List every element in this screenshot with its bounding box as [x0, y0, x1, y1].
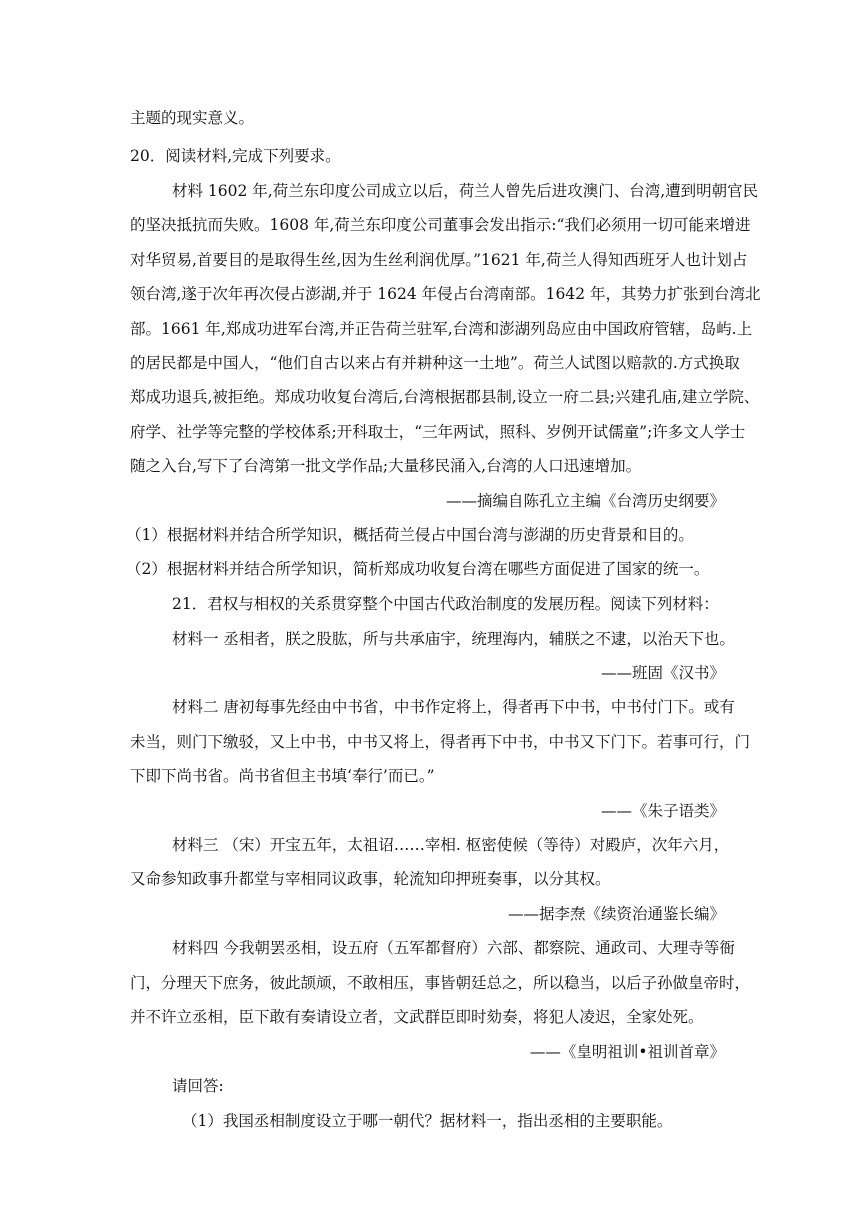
source-citation: ——摘编自陈孔立主编《台湾历史纲要》	[445, 492, 725, 510]
text-line: 并不许立丞相，臣下敢有奏请设立者，文武群臣即时劾奏，将犯人凌迟，全家处死。	[130, 1008, 704, 1026]
material-four: 材料四 今我朝罢丞相，设五府（五军都督府）六部、都察院、通政司、大理寺等衙	[172, 939, 735, 957]
sub-question: （1）根据材料并结合所学知识，概括荷兰侵占中国台湾与澎湖的历史背景和目的。	[126, 526, 694, 544]
text-line: 未当，则门下缴驳，又上中书，中书又将上，得者再下中书，中书又下门下。若事可行，门	[130, 733, 751, 751]
source-citation: ——班固《汉书》	[600, 664, 725, 682]
text-line: 部。1661 年,郑成功进军台湾,并正告荷兰驻军,台湾和澎湖列岛应由中国政府管辖，岛屿.上	[130, 320, 753, 338]
text-line: 主题的现实意义。	[130, 109, 255, 127]
material-one: 材料一 丞相者，朕之股肱，所与共承庙宇，统理海内，辅朕之不逮，以治天下也。	[172, 630, 735, 648]
source-citation: ——《朱子语类》	[600, 802, 725, 820]
material-two: 材料二 唐初每事先经由中书省，中书作定将上，得者再下中书，中书付门下。或有	[172, 698, 735, 716]
text-line: 领台湾,遂于次年再次侵占澎湖,并于 1624 年侵占台湾南部。1642 年，其势力扩张到台湾北	[130, 285, 761, 303]
sub-question: （2）根据材料并结合所学知识，简析郑成功收复台湾在哪些方面促进了国家的统一。	[126, 560, 710, 578]
text-line: 材料 1602 年,荷兰东印度公司成立以后，荷兰人曾先后进攻澳门、台湾,遭到明朝官民	[172, 182, 759, 200]
text-line: 的坚决抵抗而失败。1608 年,荷兰东印度公司董事会发出指示:“我们必须用一切可能来增进	[130, 216, 751, 234]
question-20-title: 20．阅读材料,完成下列要求。	[130, 147, 341, 165]
text-line: 对华贸易,首要目的是取得生丝,因为生丝利润优厚。”1621 年,荷兰人得知西班牙人也计划占	[130, 251, 748, 269]
source-citation: ——《皇明祖训•祖训首章》	[529, 1043, 725, 1061]
text-line: 又命参知政事升都堂与宰相同议政事，轮流知印押班奏事，以分其权。	[130, 870, 611, 888]
text-line: 的居民都是中国人，“他们自古以来占有并耕种这一土地”。荷兰人试图以赔款的.方式换取	[130, 354, 740, 372]
prompt-label: 请回答:	[172, 1077, 224, 1095]
text-line: 门，分理天下庶务，彼此颉颃，不敢相压，事皆朝廷总之，所以稳当，以后子孙做皇帝时，	[130, 974, 751, 992]
material-three: 材料三 （宋）开宝五年，太祖诏……宰相. 枢密使候（等待）对殿庐，次年六月，	[172, 836, 730, 854]
text-line: 府学、社学等完整的学校体系;开科取士，“三年两试，照科、岁例开试儒童”;许多文人学士	[130, 423, 746, 441]
sub-question: （1）我国丞相制度设立于哪一朝代？据材料一，指出丞相的主要职能。	[182, 1112, 673, 1130]
text-line: 郑成功退兵,被拒绝。郑成功收复台湾后,台湾根据郡县制,设立一府二县;兴建孔庙,建立学院、	[130, 388, 760, 406]
source-citation: ——据李焘《续资治通鉴长编》	[507, 905, 725, 923]
text-line: 随之入台,写下了台湾第一批文学作品;大量移民涌入,台湾的人口迅速增加。	[130, 457, 642, 475]
question-21-title: 21．君权与相权的关系贯穿整个中国古代政治制度的发展历程。阅读下列材料：	[172, 595, 719, 613]
text-line: 下即下尚书省。尚书省但主书填‘奉行’而已。”	[130, 767, 435, 785]
